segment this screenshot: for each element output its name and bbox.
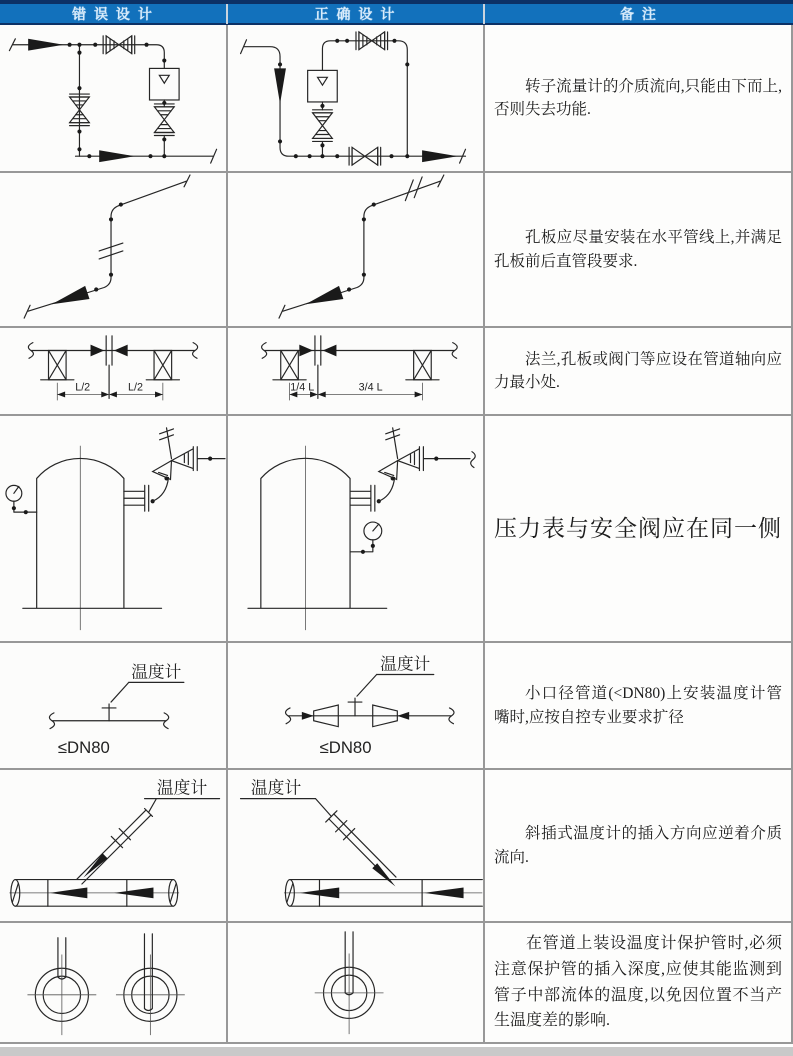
remark-text: 小口径管道(<DN80)上安装温度计管嘴时,应按自控专业要求扩径 (494, 685, 782, 726)
table-header (0, 0, 793, 25)
remark-text: 转子流量计的介质流向,只能由下而上,否则失去功能. (494, 77, 782, 118)
diagram-wrong-orifice (0, 173, 228, 328)
thermometer-label: 温度计 (156, 778, 208, 798)
dim-label: 3/4 L (358, 381, 383, 394)
insertion-wrong-diagram (0, 924, 226, 1042)
table-row (0, 923, 793, 1044)
diagram-correct-oblique-thermometer (228, 770, 485, 923)
thermometer-label: 温度计 (380, 654, 431, 674)
support-wrong-diagram (0, 328, 226, 414)
oblique-correct-diagram (228, 771, 483, 921)
diagram-wrong-small-pipe-thermometer (0, 643, 228, 770)
vessel-correct-diagram (228, 416, 483, 641)
header-wrong-design: 错 误 设 计 (0, 4, 228, 24)
support-correct-diagram (228, 328, 483, 414)
table-row (0, 25, 793, 173)
remark-rotameter (485, 25, 793, 173)
remark-support (485, 328, 793, 416)
insertion-correct-diagram (228, 924, 483, 1042)
dn80-label: ≤DN80 (57, 738, 110, 758)
diagram-correct-orifice (228, 173, 485, 328)
header-correct-design: 正 确 设 计 (228, 4, 485, 24)
bottom-strip (0, 1044, 793, 1056)
thermometer-label: 温度计 (250, 778, 302, 798)
small-pipe-correct-diagram (228, 643, 483, 768)
remark-text: 在管道上装设温度计保护管时,必须注意保护管的插入深度,应使其能监测到管子中部流体的温度,以免因位置不当产生温度差的影响. (494, 934, 782, 1030)
remark-insertion-depth (485, 923, 793, 1044)
diagram-wrong-rotameter (0, 25, 228, 173)
thermometer-label: 温度计 (131, 662, 182, 682)
table-row (0, 770, 793, 923)
dn80-label: ≤DN80 (319, 738, 372, 758)
remark-text: 法兰,孔板或阀门等应设在管道轴向应力最小处. (494, 350, 782, 391)
table-row (0, 328, 793, 416)
table-row (0, 173, 793, 328)
diagram-correct-rotameter (228, 25, 485, 173)
diagram-wrong-insertion-depth (0, 923, 228, 1044)
diagram-wrong-support-span (0, 328, 228, 416)
small-pipe-wrong-diagram (0, 643, 226, 768)
orifice-wrong-diagram (0, 173, 226, 326)
junction-dots (278, 39, 409, 159)
remark-small-pipe (485, 643, 793, 770)
dim-label: L/2 (128, 381, 143, 394)
dim-label: L/2 (75, 381, 91, 394)
oblique-wrong-diagram (0, 771, 226, 921)
diagram-correct-vessel (228, 416, 485, 643)
rotameter-correct-diagram (228, 25, 483, 171)
header-remark: 备 注 (620, 6, 658, 22)
diagram-correct-small-pipe-thermometer (228, 643, 485, 770)
table-row (0, 643, 793, 770)
remark-vessel (485, 416, 793, 643)
diagram-correct-insertion-depth (228, 923, 485, 1044)
dim-label: 1/4 L (290, 381, 315, 394)
remark-text: 斜插式温度计的插入方向应逆着介质流向. (494, 825, 782, 866)
remark-text: 压力表与安全阀应在同一侧 (494, 515, 782, 541)
diagram-correct-support-span (228, 328, 485, 416)
diagram-wrong-vessel (0, 416, 228, 643)
rotameter-wrong-diagram (0, 25, 226, 171)
remark-oblique (485, 770, 793, 923)
diagram-wrong-oblique-thermometer (0, 770, 228, 923)
vessel-wrong-diagram (0, 416, 226, 641)
remark-text: 孔板应尽量安装在水平管线上,并满足孔板前后直管段要求. (494, 229, 782, 270)
remark-orifice (485, 173, 793, 328)
table-row (0, 416, 793, 643)
orifice-correct-diagram (228, 173, 483, 326)
